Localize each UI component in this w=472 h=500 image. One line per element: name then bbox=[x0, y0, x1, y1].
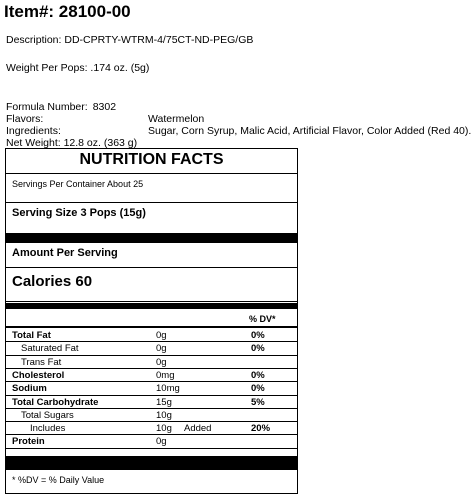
net-weight-line: Net Weight: 12.8 oz. (363 g) bbox=[6, 137, 138, 149]
nutrient-daily-value: 0% bbox=[251, 383, 265, 395]
nutrient-daily-value: 0% bbox=[251, 330, 265, 341]
nutrient-row bbox=[6, 356, 297, 369]
dv-header: % DV* bbox=[249, 314, 276, 324]
flavors-label: Flavors: bbox=[6, 113, 44, 125]
nutrient-daily-value: 0% bbox=[251, 343, 265, 355]
formula-number-label: Formula Number: bbox=[6, 101, 88, 113]
description-line: Description: DD-CPRTY-WTRM-4/75CT-ND-PEG/GB bbox=[6, 34, 254, 46]
ingredients-value: Sugar, Corn Syrup, Malic Acid, Artificial Flavor, Color Added (Red 40). bbox=[148, 125, 472, 137]
nutrient-row bbox=[6, 382, 297, 395]
nutrient-amount: 10g bbox=[156, 423, 172, 435]
daily-value-footnote: * %DV = % Daily Value bbox=[12, 475, 105, 485]
servings-per-container: Servings Per Container About 25 bbox=[12, 179, 144, 189]
divider-line bbox=[6, 202, 297, 203]
nutrient-name: Trans Fat bbox=[21, 356, 62, 368]
nutrient-name: Protein bbox=[12, 436, 45, 448]
flavors-value: Watermelon bbox=[148, 113, 205, 125]
nutrition-facts-panel bbox=[5, 148, 298, 494]
nutrient-name: Sodium bbox=[12, 383, 47, 395]
nutrient-amount: 0g bbox=[156, 330, 167, 341]
thick-divider-band bbox=[6, 303, 297, 309]
nutrient-added-label: Added bbox=[184, 423, 212, 435]
nutrient-amount: 15g bbox=[156, 396, 172, 408]
divider-line bbox=[6, 301, 297, 302]
nutrient-daily-value: 5% bbox=[251, 396, 265, 408]
nutrient-amount: 10g bbox=[156, 409, 172, 421]
nutrient-amount: 0g bbox=[156, 343, 167, 355]
calories: Calories 60 bbox=[12, 273, 93, 290]
nutrient-row bbox=[6, 435, 297, 448]
nutrient-name: Total Fat bbox=[12, 330, 51, 341]
thick-divider-band bbox=[6, 233, 297, 243]
nutrient-amount: 0mg bbox=[156, 369, 175, 381]
nutrient-amount: 10mg bbox=[156, 383, 180, 395]
nutrient-daily-value: 20% bbox=[251, 423, 271, 435]
item-number-heading: Item#: 28100-00 bbox=[4, 2, 131, 21]
ingredients-row bbox=[6, 125, 471, 137]
nutrient-row bbox=[6, 369, 297, 382]
divider-line bbox=[6, 173, 297, 174]
flavors-row bbox=[6, 113, 204, 125]
nutrient-row bbox=[6, 396, 297, 409]
formula-number-value: 8302 bbox=[92, 101, 117, 113]
ingredients-label: Ingredients: bbox=[6, 125, 61, 137]
nutrient-row bbox=[6, 409, 297, 422]
nutrient-amount: 0g bbox=[156, 436, 167, 448]
nutrient-row bbox=[6, 342, 297, 355]
divider-line bbox=[6, 267, 297, 268]
serving-size: Serving Size 3 Pops (15g) bbox=[12, 207, 146, 219]
thick-divider-band bbox=[6, 456, 297, 470]
row-divider-line bbox=[6, 448, 297, 449]
thin-divider-band bbox=[6, 326, 297, 328]
nutrient-name: Total Sugars bbox=[21, 409, 74, 421]
nutrient-name: Includes bbox=[30, 423, 66, 435]
nutrient-name: Cholesterol bbox=[12, 369, 65, 381]
formula-number-row bbox=[6, 101, 116, 113]
nutrient-name: Total Carbohydrate bbox=[12, 396, 99, 408]
nutrition-facts-title: NUTRITION FACTS bbox=[79, 151, 224, 168]
nutrient-row bbox=[6, 422, 297, 435]
nutrient-name: Saturated Fat bbox=[21, 343, 79, 355]
weight-per-pops-line: Weight Per Pops: .174 oz. (5g) bbox=[6, 62, 150, 74]
nutrient-row bbox=[6, 329, 297, 342]
nutrient-daily-value: 0% bbox=[251, 369, 265, 381]
nutrient-amount: 0g bbox=[156, 356, 167, 368]
amount-per-serving: Amount Per Serving bbox=[12, 247, 118, 259]
